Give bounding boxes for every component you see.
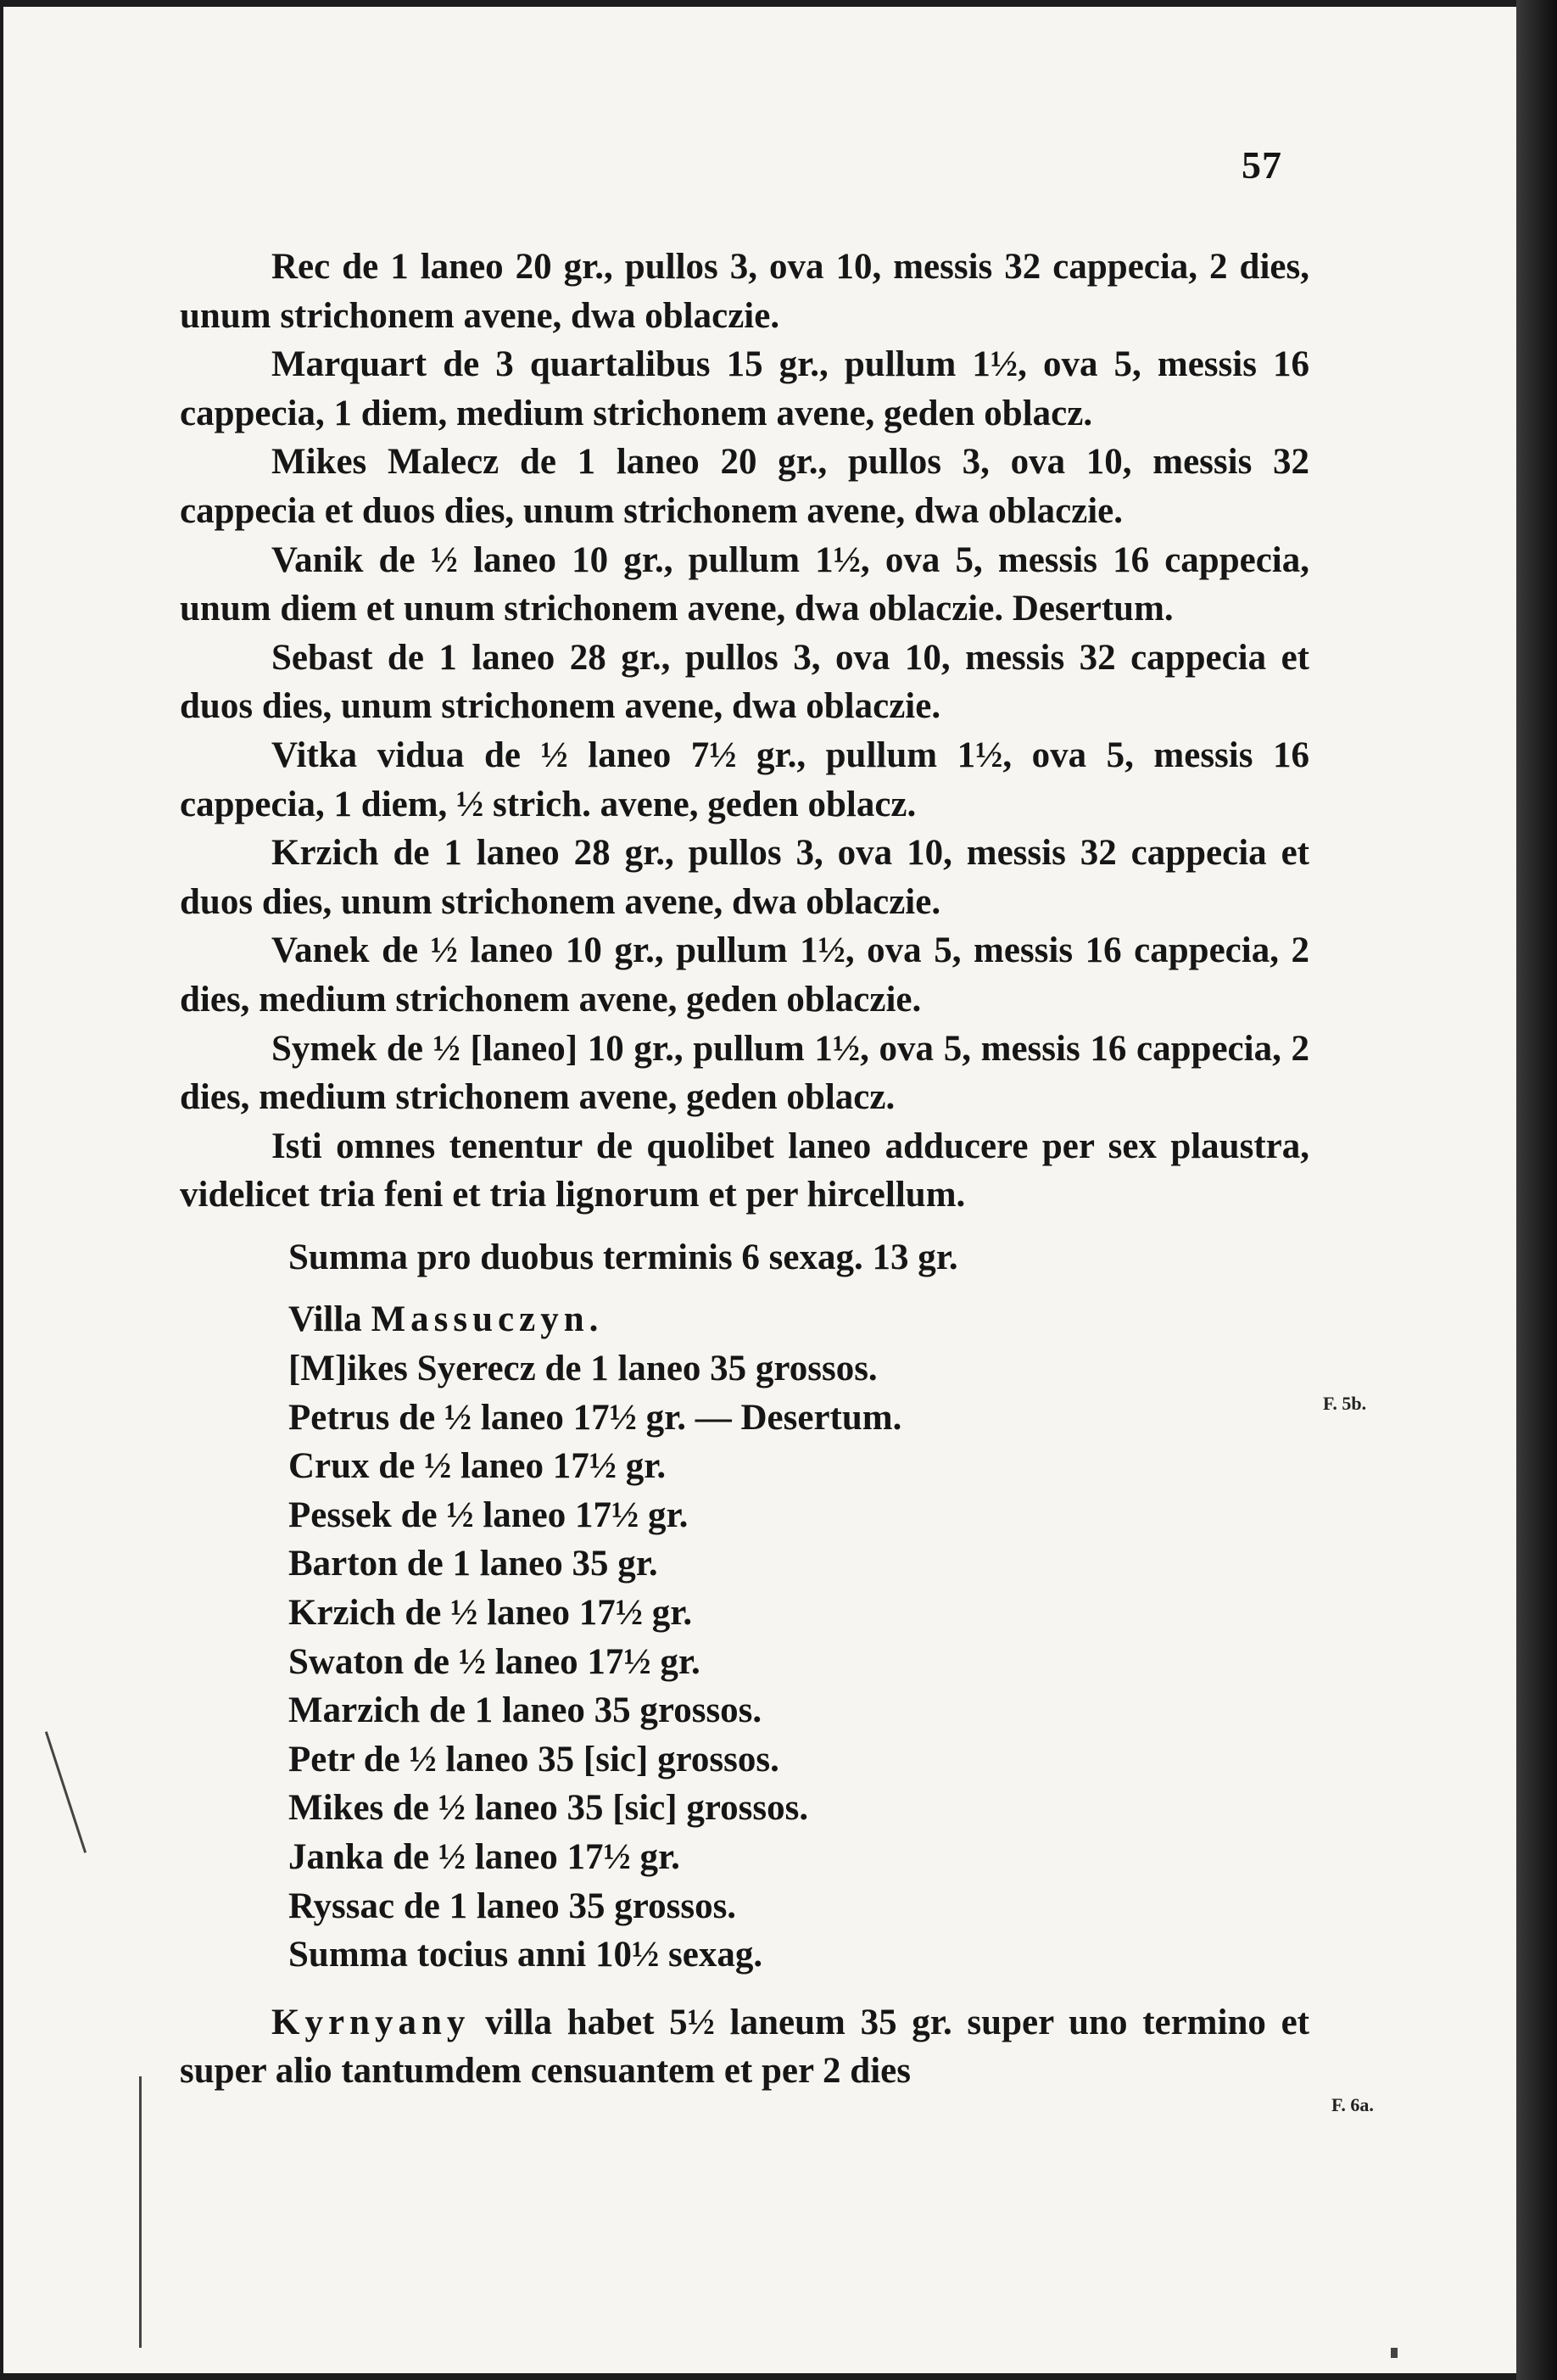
scan-mark bbox=[1391, 2348, 1398, 2358]
scan-mark bbox=[139, 2076, 142, 2348]
entry-line: Pessek de ½ laneo 17½ gr. bbox=[288, 1494, 689, 1535]
margin-note: F. 6a. bbox=[1331, 2094, 1374, 2115]
paragraph: Vanek de ½ laneo 10 gr., pullum 1½, ova 5, messis 16 cappecia, 2 dies, medium strichonem avene, geden oblaczie. bbox=[180, 930, 1309, 1020]
paragraph: Marquart de 3 quartalibus 15 gr., pullum 1½, ova 5, messis 16 cappecia, 1 diem, medium strichonem avene, geden oblacz. bbox=[180, 344, 1309, 433]
paragraph-kyrnyany bbox=[180, 1998, 1309, 2096]
paragraph: Sebast de 1 laneo 28 gr., pullos 3, ova 10, messis 32 cappecia et duos dies, unum strichonem avene, dwa oblaczie. bbox=[180, 637, 1309, 727]
summa-line: Summa tocius anni 10½ sexag. bbox=[288, 1935, 763, 1975]
summa-line: Summa pro duobus terminis 6 sexag. 13 gr. bbox=[288, 1237, 958, 1277]
entry-line: Swaton de ½ laneo 17½ gr. bbox=[288, 1641, 700, 1682]
entry-line: Marzich de 1 laneo 35 grossos. bbox=[288, 1690, 762, 1731]
entry-line: Mikes de ½ laneo 35 [sic] grossos. bbox=[288, 1788, 809, 1829]
paragraph: Symek de ½ [laneo] 10 gr., pullum 1½, ova 5, messis 16 cappecia, 2 dies, medium strichonem avene, geden oblacz. bbox=[180, 1028, 1309, 1118]
paragraph: Rec de 1 laneo 20 gr., pullos 3, ova 10, messis 32 cappecia, 2 dies, unum strichonem avene, dwa oblaczie. bbox=[180, 247, 1309, 336]
paragraph: Vanik de ½ laneo 10 gr., pullum 1½, ova 5, messis 16 cappecia, unum diem et unum strichonem avene, dwa oblaczie. Desertum. bbox=[180, 539, 1309, 629]
entry-line: [M]ikes Syerecz de 1 laneo 35 grossos. bbox=[288, 1349, 878, 1389]
paragraph: Mikes Malecz de 1 laneo 20 gr., pullos 3, ova 10, messis 32 cappecia et duos dies, unum strichonem avene, dwa oblaczie. bbox=[180, 442, 1309, 531]
kyrnyany-name: Kyrnyany bbox=[271, 2002, 471, 2042]
villa-name: Massuczyn. bbox=[371, 1299, 604, 1340]
entry-line: Krzich de ½ laneo 17½ gr. bbox=[288, 1593, 693, 1634]
kyrnyany-text: villa habet 5½ laneum 35 gr. super uno termino et super alio tantumdem censuantem et per 2 dies bbox=[180, 2002, 1310, 2092]
document-body bbox=[180, 243, 1309, 2096]
page-edge-shadow bbox=[1516, 0, 1557, 2380]
paragraph: Vitka vidua de ½ laneo 7½ gr., pullum 1½, ova 5, messis 16 cappecia, 1 diem, ½ strich. avene, geden oblacz. bbox=[180, 735, 1309, 824]
margin-note: F. 5b. bbox=[1323, 1393, 1367, 1414]
page-number: 57 bbox=[1242, 143, 1282, 187]
villa-label: Villa bbox=[288, 1299, 362, 1340]
entry-line: Petrus de ½ laneo 17½ gr. — Desertum. bbox=[288, 1397, 902, 1438]
entry-line: Janka de ½ laneo 17½ gr. bbox=[288, 1837, 680, 1877]
document-page bbox=[3, 7, 1516, 2373]
scan-mark bbox=[45, 1731, 86, 1853]
entry-line: Ryssac de 1 laneo 35 grossos. bbox=[288, 1886, 737, 1926]
villa-heading bbox=[180, 1295, 1309, 1344]
paragraph: Isti omnes tenentur de quolibet laneo adducere per sex plaustra, videlicet tria feni et tria lignorum et per hircellum. bbox=[180, 1126, 1309, 1215]
paragraph: Krzich de 1 laneo 28 gr., pullos 3, ova 10, messis 32 cappecia et duos dies, unum strichonem avene, dwa oblaczie. bbox=[180, 833, 1309, 922]
entry-line: Crux de ½ laneo 17½ gr. bbox=[288, 1446, 667, 1487]
entry-line: Barton de 1 laneo 35 gr. bbox=[288, 1544, 658, 1584]
entry-line: Petr de ½ laneo 35 [sic] grossos. bbox=[288, 1739, 779, 1779]
